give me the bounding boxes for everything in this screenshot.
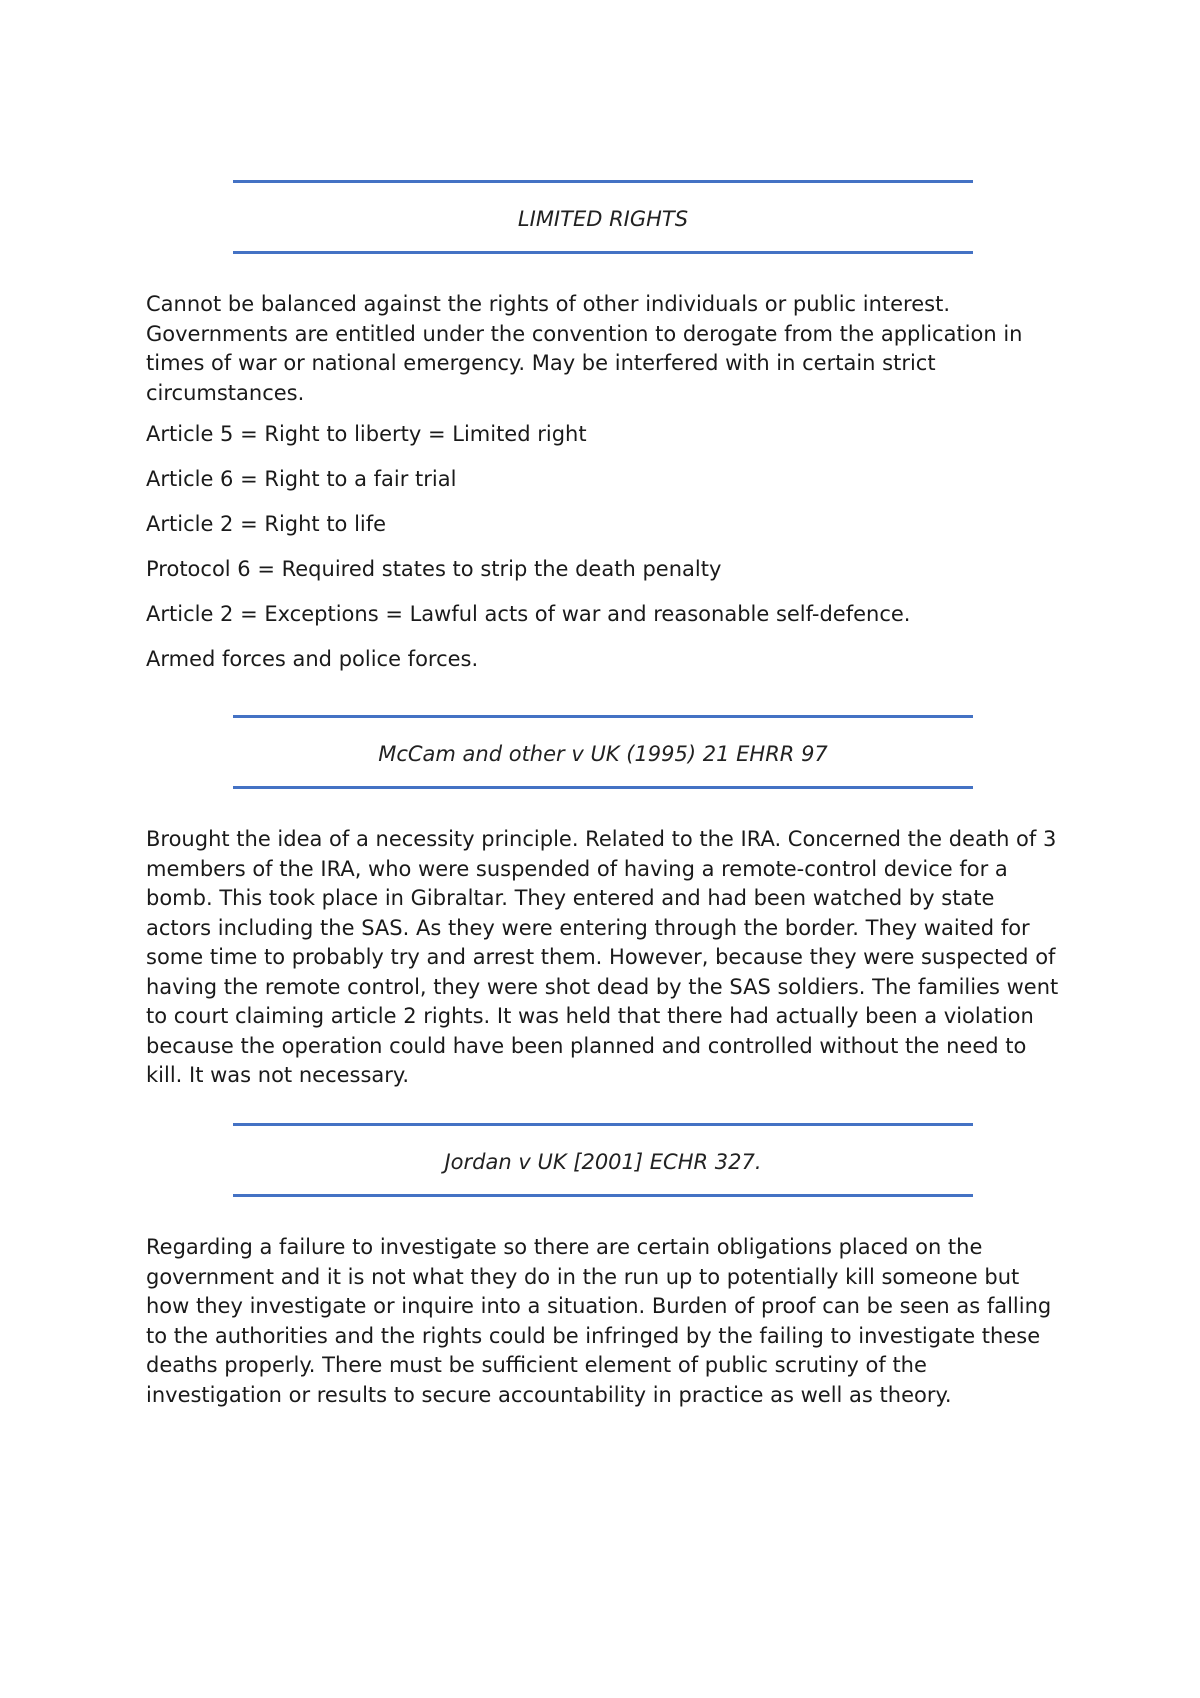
heading-mccam-case [233,715,973,789]
list-line: Armed forces and police forces. [146,647,479,671]
paragraph: Cannot be balanced against the rights of other individuals or public interest. Governments are entitled under the convention to derogate from the application in times of war or national emergency. May be interfered with in certain strict circumstances. [146,292,1023,405]
list-line: Protocol 6 = Required states to strip the death penalty [146,557,722,581]
list-line: Article 5 = Right to liberty = Limited right [146,422,587,446]
heading-rule-bottom [233,251,973,254]
section-jordan-body [146,1233,1066,1410]
heading-text: Jordan v UK [2001] ECHR 327. [444,1150,762,1174]
section-mccam-body [146,825,1066,1091]
heading-limited-rights [233,180,973,254]
heading-text: LIMITED RIGHTS [517,207,689,231]
paragraph: Brought the idea of a necessity principle. Related to the IRA. Concerned the death of 3 members of the IRA, who were suspended of having a remote-control device for a bomb. This took place in Gibraltar. They entered and had been watched by state actors including the SAS. As they were entering through the border. They waited for some time to probably try and arrest them. However, because they were suspected of having the remote control, they were shot dead by the SAS soldiers. The families went to court claiming article 2 rights. It was held that there had actually been a violation because the operation could have been planned and controlled without the need to kill. It was not necessary. [146,827,1059,1087]
heading-rule-bottom [233,1194,973,1197]
list-line: Article 6 = Right to a fair trial [146,467,457,491]
list-line: Article 2 = Exceptions = Lawful acts of war and reasonable self-defence. [146,602,911,626]
paragraph: Regarding a failure to investigate so there are certain obligations placed on the government and it is not what they do in the run up to potentially kill someone but how they investigate or inquire into a situation. Burden of proof can be seen as falling to the authorities and the rights could be infringed by the failing to investigate these deaths properly. There must be sufficient element of public scrutiny of the investigation or results to secure accountability in practice as well as theory. [146,1235,1052,1407]
heading-rule-bottom [233,786,973,789]
heading-jordan-case [233,1123,973,1197]
list-line: Article 2 = Right to life [146,512,387,536]
heading-text: McCam and other v UK (1995) 21 EHRR 97 [378,742,828,766]
section-limited-rights-body [146,290,1066,690]
